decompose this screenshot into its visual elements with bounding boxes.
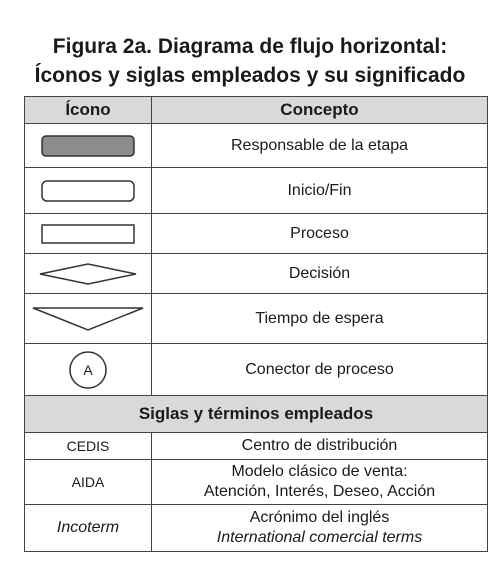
meaning-line: Modelo clásico de venta: — [231, 463, 408, 480]
meaning-line: Acrónimo del inglés — [249, 509, 390, 526]
meaning-cell: Centro de distribución — [152, 433, 488, 460]
table-row — [25, 294, 488, 344]
legend-table — [24, 96, 488, 552]
terminator-shape-icon — [40, 179, 136, 203]
responsible-shape-icon — [40, 134, 136, 158]
decision-shape-icon — [38, 262, 138, 286]
table-row — [25, 214, 488, 254]
concept-cell: Responsable de la etapa — [152, 124, 488, 168]
table-row — [25, 168, 488, 214]
table-row — [25, 433, 488, 460]
meaning-line: Atención, Interés, Deseo, Acción — [203, 483, 436, 500]
concept-cell: Inicio/Fin — [152, 168, 488, 214]
concept-cell: Proceso — [152, 214, 488, 254]
connector-glyph: A — [83, 361, 93, 378]
table-row — [25, 124, 488, 168]
section-header: Siglas y términos empleados — [25, 396, 488, 433]
figure-title-line-1: Figura 2a. Diagrama de flujo horizontal: — [52, 35, 448, 58]
process-shape-icon — [40, 223, 136, 245]
concept-cell: Conector de proceso — [152, 344, 488, 396]
table-row — [25, 254, 488, 294]
term-cell: Incoterm — [25, 505, 152, 552]
table-row — [25, 505, 488, 552]
wait-time-shape-icon — [31, 306, 145, 332]
connector-shape-icon — [67, 350, 109, 390]
figure-title — [0, 32, 500, 90]
concept-cell: Tiempo de espera — [152, 294, 488, 344]
concept-cell: Decisión — [152, 254, 488, 294]
icon-column-header: Ícono — [25, 97, 152, 124]
meaning-line: International comercial terms — [216, 529, 423, 546]
meaning-cell — [152, 460, 488, 505]
table-row — [25, 460, 488, 505]
term-cell: AIDA — [25, 460, 152, 505]
figure-title-line-2: Íconos y siglas empleados y su significado — [34, 64, 466, 87]
section-header-row — [25, 396, 488, 433]
table-row — [25, 344, 488, 396]
table-header-row — [25, 97, 488, 124]
concept-column-header: Concepto — [152, 97, 488, 124]
term-cell: CEDIS — [25, 433, 152, 460]
meaning-cell — [152, 505, 488, 552]
